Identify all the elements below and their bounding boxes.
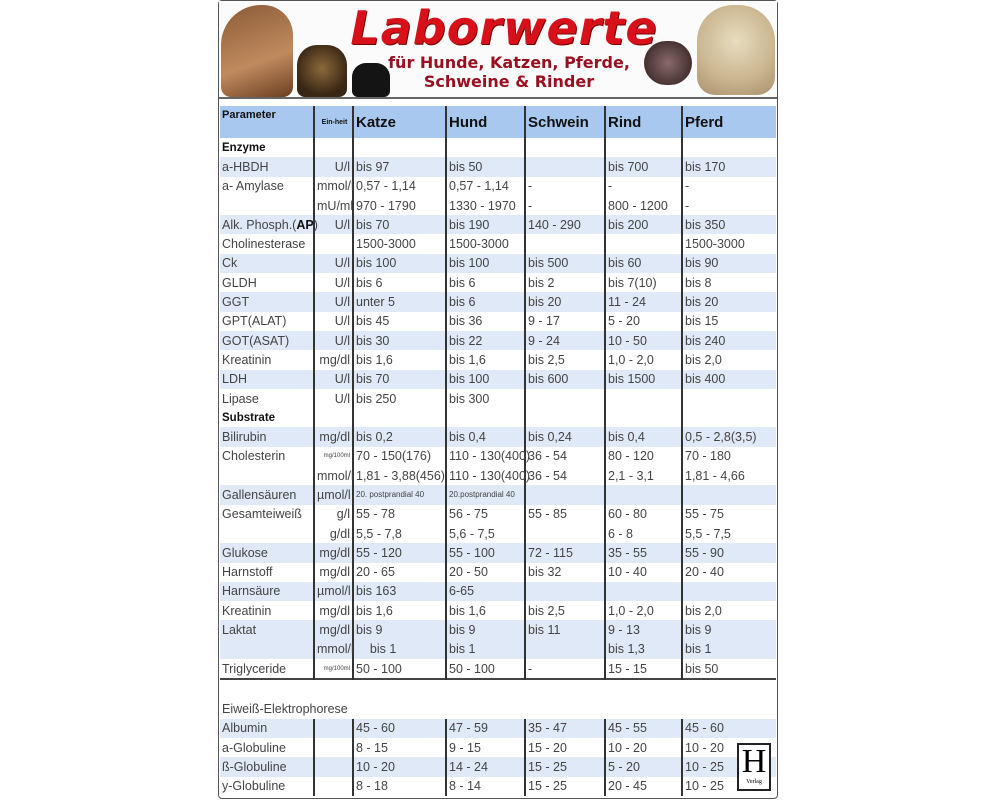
cell-schwein: bis 11: [525, 620, 605, 639]
cell-rind: [605, 485, 682, 504]
cell-rind: 15 - 15: [605, 659, 682, 679]
cell-schwein: 15 - 25: [525, 777, 605, 796]
cell-unit: U/l: [314, 331, 353, 350]
cell-hund: bis 1: [446, 640, 525, 659]
cell-hund: bis 190: [446, 215, 525, 234]
cell-rind: 80 - 120: [605, 447, 682, 466]
column-header-parameter: Parameter: [220, 106, 314, 138]
empty-cell: [446, 408, 525, 427]
cell-unit: [314, 738, 353, 757]
cell-rind: 20 - 45: [605, 777, 682, 796]
cell-parameter: GOT(ASAT): [220, 331, 314, 350]
cell-parameter: [220, 640, 314, 659]
table-row: [220, 196, 776, 215]
cell-schwein: 15 - 20: [525, 738, 605, 757]
cell-parameter: Albumin: [220, 719, 314, 738]
cell-schwein: 15 - 25: [525, 757, 605, 776]
empty-cell: [605, 408, 682, 427]
cell-hund: bis 9: [446, 620, 525, 639]
empty-cell: [353, 408, 446, 427]
cell-rind: 1,0 - 2,0: [605, 350, 682, 369]
cell-unit: U/l: [314, 312, 353, 331]
cell-unit: U/l: [314, 254, 353, 273]
separator: [220, 679, 776, 699]
cell-katze: 1,81 - 3,88(456): [353, 466, 446, 485]
cell-hund: 14 - 24: [446, 757, 525, 776]
cell-katze: unter 5: [353, 292, 446, 311]
cell-pferd: -: [682, 196, 776, 215]
column-header-unit: Ein-heit: [314, 106, 353, 138]
table-row: [220, 427, 776, 446]
cell-parameter: Harnstoff: [222, 565, 273, 580]
cell-katze: bis 6: [353, 273, 446, 292]
cell-parameter: a- Amylase: [222, 179, 284, 194]
cell-rind: 35 - 55: [605, 543, 682, 562]
cell-unit: U/l: [314, 370, 353, 389]
cell-pferd: 70 - 180: [682, 447, 776, 466]
table-row: [220, 757, 776, 776]
cell-katze: bis 70: [353, 215, 446, 234]
cell-rind: bis 60: [605, 254, 682, 273]
table-row: [220, 292, 776, 311]
cell-schwein: [525, 524, 605, 543]
cell-katze: 45 - 60: [353, 719, 446, 738]
cell-unit: mg/dl: [314, 350, 353, 369]
cell-hund: 20 - 50: [446, 563, 525, 582]
table-row: [220, 543, 776, 562]
cell-rind: bis 7(10): [605, 273, 682, 292]
empty-cell: [446, 138, 525, 157]
cell-katze: bis 250: [353, 389, 446, 408]
cell-rind: 1,0 - 2,0: [605, 601, 682, 620]
cell-hund: 55 - 100: [446, 543, 525, 562]
subtitle-line-2: Schweine & Rinder: [423, 72, 595, 91]
table-header-row: [220, 106, 776, 138]
cell-unit: mg/100ml: [314, 447, 353, 466]
cell-unit: [314, 719, 353, 738]
table-row: [220, 312, 776, 331]
cell-unit: U/l: [314, 389, 353, 408]
table-row: [220, 719, 776, 738]
section-title: Substrate: [222, 411, 276, 424]
table-row: [220, 563, 776, 582]
cell-pferd: 0,5 - 2,8(3,5): [682, 427, 776, 446]
cell-hund: 1500-3000: [446, 234, 525, 253]
cell-rind: bis 1500: [605, 370, 682, 389]
cell-unit: mg/dl: [314, 563, 353, 582]
cell-pferd: 55 - 90: [682, 543, 776, 562]
cell-schwein: [525, 157, 605, 176]
cell-rind: 10 - 40: [605, 563, 682, 582]
cell-pferd: 45 - 60: [682, 719, 776, 738]
column-header-rind: Rind: [605, 106, 682, 138]
section-header-row: [220, 138, 776, 157]
table-row: [220, 254, 776, 273]
cell-hund: 6-65: [446, 582, 525, 601]
cell-katze: 20 - 65: [353, 563, 446, 582]
cell-parameter: Ck: [220, 254, 314, 273]
cell-parameter: GPT(ALAT): [222, 314, 287, 329]
cell-rind: 9 - 13: [605, 620, 682, 639]
lab-values-table: [220, 106, 776, 796]
separator-row: [220, 679, 776, 699]
cell-pferd: 10 - 20: [682, 738, 776, 757]
cell-pferd: 1,81 - 4,66: [682, 466, 776, 485]
horse-image: [221, 5, 293, 97]
cell-pferd: bis 90: [682, 254, 776, 273]
cell-parameter: [220, 196, 314, 215]
cell-unit: mg/dl: [314, 601, 353, 620]
cell-schwein: [525, 640, 605, 659]
cell-hund: 5,6 - 7,5: [446, 524, 525, 543]
empty-cell: [525, 408, 605, 427]
cell-parameter: Gesamteiweiß: [222, 507, 302, 522]
empty-cell: [314, 138, 353, 157]
cell-parameter: Gallensäuren: [220, 485, 314, 504]
cell-schwein: 36 - 54: [525, 466, 605, 485]
cell-rind: [605, 582, 682, 601]
h-verlag-logo: [737, 743, 771, 791]
table-row: [220, 331, 776, 350]
table-row: [220, 659, 776, 679]
cell-schwein: -: [525, 659, 605, 679]
cell-pferd: 1500-3000: [682, 234, 776, 253]
cell-unit: mg/dl: [314, 620, 353, 639]
cell-schwein: bis 20: [525, 292, 605, 311]
table-row: [220, 447, 776, 466]
header-banner: [219, 1, 777, 99]
table-row: [220, 177, 776, 196]
cell-katze: bis 1,6: [353, 601, 446, 620]
cell-parameter: GLDH: [222, 275, 257, 290]
cell-hund: bis 300: [446, 389, 525, 408]
table-row: [220, 389, 776, 408]
cell-schwein: bis 2: [525, 273, 605, 292]
cell-hund: 56 - 75: [446, 505, 525, 524]
cell-hund: 20.postprandial 40: [446, 485, 525, 504]
cell-parameter: [220, 524, 314, 543]
cell-rind: bis 0,4: [605, 427, 682, 446]
cell-schwein: bis 2,5: [525, 350, 605, 369]
cell-katze: 55 - 120: [353, 543, 446, 562]
cell-pferd: bis 8: [682, 273, 776, 292]
empty-cell: [525, 138, 605, 157]
column-header-katze: Katze: [353, 106, 446, 138]
cell-pferd: bis 350: [682, 215, 776, 234]
cell-parameter: a-Globuline: [222, 740, 286, 755]
cell-rind: [605, 234, 682, 253]
table-row: [220, 273, 776, 292]
cell-pferd: [682, 485, 776, 504]
cell-parameter: Bilirubin: [220, 427, 314, 446]
cell-schwein: [525, 389, 605, 408]
empty-cell: [682, 138, 776, 157]
table-row: [220, 777, 776, 796]
cell-katze: bis 45: [353, 312, 446, 331]
cell-rind: 5 - 20: [605, 757, 682, 776]
cell-pferd: bis 20: [682, 292, 776, 311]
cell-schwein: bis 0,24: [525, 427, 605, 446]
cell-pferd: bis 2,0: [682, 601, 776, 620]
cell-rind: 5 - 20: [605, 312, 682, 331]
table-row: [220, 738, 776, 757]
table-row: [220, 505, 776, 524]
cell-schwein: 36 - 54: [525, 447, 605, 466]
cell-hund: bis 36: [446, 312, 525, 331]
cell-hund: 0,57 - 1,14: [446, 177, 525, 196]
cell-rind: 800 - 1200: [605, 196, 682, 215]
cell-hund: 50 - 100: [446, 659, 525, 679]
cell-katze: bis 97: [353, 157, 446, 176]
empty-cell: [605, 138, 682, 157]
cell-hund: 1330 - 1970: [446, 196, 525, 215]
cell-schwein: bis 2,5: [525, 601, 605, 620]
table-row: [220, 157, 776, 176]
cell-katze: 5,5 - 7,8: [353, 524, 446, 543]
cell-pferd: bis 9: [682, 620, 776, 639]
column-header-pferd: Pferd: [682, 106, 776, 138]
column-header-hund: Hund: [446, 106, 525, 138]
cell-katze: 1500-3000: [353, 234, 446, 253]
cell-parameter: Kreatinin: [222, 603, 272, 618]
cell-parameter: LDH: [220, 370, 314, 389]
table-row: [220, 215, 776, 234]
section-header-row: [220, 699, 776, 718]
cell-pferd: 10 - 25: [682, 777, 776, 796]
lab-values-card: [218, 0, 778, 799]
cell-rind: 6 - 8: [605, 524, 682, 543]
cell-rind: 2,1 - 3,1: [605, 466, 682, 485]
cell-pferd: bis 1: [682, 640, 776, 659]
cell-parameter: Glukose: [220, 543, 314, 562]
cell-parameter: y-Globuline: [222, 779, 286, 794]
cell-katze: bis 163: [353, 582, 446, 601]
table-row: [220, 601, 776, 620]
page-title: Laborwerte: [350, 1, 658, 55]
cell-schwein: 72 - 115: [525, 543, 605, 562]
subtitle: [369, 53, 649, 91]
cell-pferd: 20 - 40: [682, 563, 776, 582]
cell-schwein: 35 - 47: [525, 719, 605, 738]
cell-katze: bis 0,2: [353, 427, 446, 446]
cell-katze: 55 - 78: [353, 505, 446, 524]
cell-rind: 10 - 50: [605, 331, 682, 350]
cell-hund: bis 100: [446, 254, 525, 273]
cell-pferd: -: [682, 177, 776, 196]
cell-hund: bis 0,4: [446, 427, 525, 446]
cell-hund: bis 6: [446, 273, 525, 292]
cell-unit: g/l: [314, 505, 353, 524]
empty-cell: [353, 138, 446, 157]
table-row: [220, 524, 776, 543]
cell-unit: [314, 234, 353, 253]
cell-parameter: [220, 466, 314, 485]
cell-katze: bis 100: [353, 254, 446, 273]
section-title: Enzyme: [222, 141, 266, 154]
cell-katze: 970 - 1790: [353, 196, 446, 215]
section-title: Eiweiß-Elektrophorese: [222, 701, 348, 716]
section-header-row: [220, 408, 776, 427]
cell-hund: 8 - 14: [446, 777, 525, 796]
table-row: [220, 620, 776, 639]
cell-parameter: Alk. Phosph.(AP): [220, 215, 314, 234]
cell-unit: µmol/l: [314, 485, 353, 504]
cell-hund: 47 - 59: [446, 719, 525, 738]
table-row: [220, 466, 776, 485]
cell-schwein: -: [525, 177, 605, 196]
cell-rind: bis 200: [605, 215, 682, 234]
cell-pferd: bis 240: [682, 331, 776, 350]
cell-rind: 11 - 24: [605, 292, 682, 311]
cell-rind: 10 - 20: [605, 738, 682, 757]
cell-parameter: Kreatinin: [222, 352, 272, 367]
cell-katze: bis 9: [353, 620, 446, 639]
cell-katze: 10 - 20: [353, 757, 446, 776]
cell-rind: [605, 389, 682, 408]
cell-unit: U/l: [314, 273, 353, 292]
cell-parameter: Lipase: [222, 391, 259, 406]
logo-text: Verlag: [746, 779, 762, 785]
cell-katze: 70 - 150(176): [353, 447, 446, 466]
cell-parameter: Cholinesterase: [222, 237, 306, 252]
cell-rind: 60 - 80: [605, 505, 682, 524]
cell-unit: U/l: [314, 292, 353, 311]
cell-parameter: Cholesterin: [222, 449, 286, 464]
cell-pferd: 5,5 - 7,5: [682, 524, 776, 543]
cell-pferd: bis 2,0: [682, 350, 776, 369]
cell-katze: 8 - 18: [353, 777, 446, 796]
cell-pferd: bis 400: [682, 370, 776, 389]
cell-pferd: 10 - 25: [682, 757, 776, 776]
cell-schwein: 9 - 24: [525, 331, 605, 350]
cell-unit: mmol/l: [314, 640, 353, 659]
cell-pferd: bis 15: [682, 312, 776, 331]
cell-rind: 45 - 55: [605, 719, 682, 738]
table-row: [220, 370, 776, 389]
cell-unit: mmol/l: [314, 466, 353, 485]
cell-schwein: bis 32: [525, 563, 605, 582]
cell-hund: 110 - 130(400): [446, 466, 525, 485]
cell-pferd: [682, 389, 776, 408]
cell-katze: bis 1: [353, 640, 446, 659]
cell-schwein: [525, 582, 605, 601]
cell-parameter: a-HBDH: [220, 157, 314, 176]
table-row: [220, 485, 776, 504]
cell-pferd: bis 170: [682, 157, 776, 176]
cell-hund: bis 6: [446, 292, 525, 311]
cell-hund: 110 - 130(400): [446, 447, 525, 466]
cell-katze: 20. postprandial 40: [353, 485, 446, 504]
cell-parameter: Triglyceride: [222, 661, 287, 676]
cell-unit: mg/dl: [314, 427, 353, 446]
cell-schwein: 9 - 17: [525, 312, 605, 331]
column-header-schwein: Schwein: [525, 106, 605, 138]
cell-unit: mU/ml: [314, 196, 353, 215]
cell-parameter: ß-Globuline: [220, 757, 314, 776]
dog-image: [297, 45, 347, 97]
cell-katze: bis 70: [353, 370, 446, 389]
cell-unit: mmol/l: [314, 177, 353, 196]
empty-cell: [682, 408, 776, 427]
cow-image: [697, 5, 775, 95]
empty-cell: [314, 408, 353, 427]
cell-schwein: 55 - 85: [525, 505, 605, 524]
cell-hund: bis 50: [446, 157, 525, 176]
cell-schwein: bis 600: [525, 370, 605, 389]
cell-rind: bis 700: [605, 157, 682, 176]
cell-pferd: 55 - 75: [682, 505, 776, 524]
cell-unit: U/l: [314, 215, 353, 234]
cell-katze: 0,57 - 1,14: [353, 177, 446, 196]
cell-katze: bis 30: [353, 331, 446, 350]
cell-pferd: bis 50: [682, 659, 776, 679]
cell-katze: 8 - 15: [353, 738, 446, 757]
table-row: [220, 234, 776, 253]
cell-hund: bis 1,6: [446, 601, 525, 620]
cell-parameter: Harnsäure: [220, 582, 314, 601]
cell-schwein: 140 - 290: [525, 215, 605, 234]
logo-letter: H: [741, 743, 767, 780]
cell-schwein: [525, 485, 605, 504]
cell-schwein: [525, 234, 605, 253]
cell-rind: bis 1,3: [605, 640, 682, 659]
cell-hund: bis 1,6: [446, 350, 525, 369]
cell-katze: 50 - 100: [353, 659, 446, 679]
cell-unit: mg/100ml: [314, 659, 353, 679]
table-row: [220, 582, 776, 601]
cell-hund: 9 - 15: [446, 738, 525, 757]
cell-katze: bis 1,6: [353, 350, 446, 369]
cell-parameter: GGT: [220, 292, 314, 311]
cell-unit: mg/dl: [314, 543, 353, 562]
cell-hund: bis 22: [446, 331, 525, 350]
cell-unit: [314, 777, 353, 796]
table-row: [220, 350, 776, 369]
subtitle-line-1: für Hunde, Katzen, Pferde,: [388, 53, 630, 72]
cell-parameter: Laktat: [220, 620, 314, 639]
cell-unit: [314, 757, 353, 776]
cell-schwein: -: [525, 196, 605, 215]
cell-unit: g/dl: [314, 524, 353, 543]
cell-rind: -: [605, 177, 682, 196]
cell-pferd: [682, 582, 776, 601]
cell-unit: U/l: [314, 157, 353, 176]
table-row: [220, 640, 776, 659]
cell-unit: µmol/l: [314, 582, 353, 601]
cell-hund: bis 100: [446, 370, 525, 389]
cell-schwein: bis 500: [525, 254, 605, 273]
